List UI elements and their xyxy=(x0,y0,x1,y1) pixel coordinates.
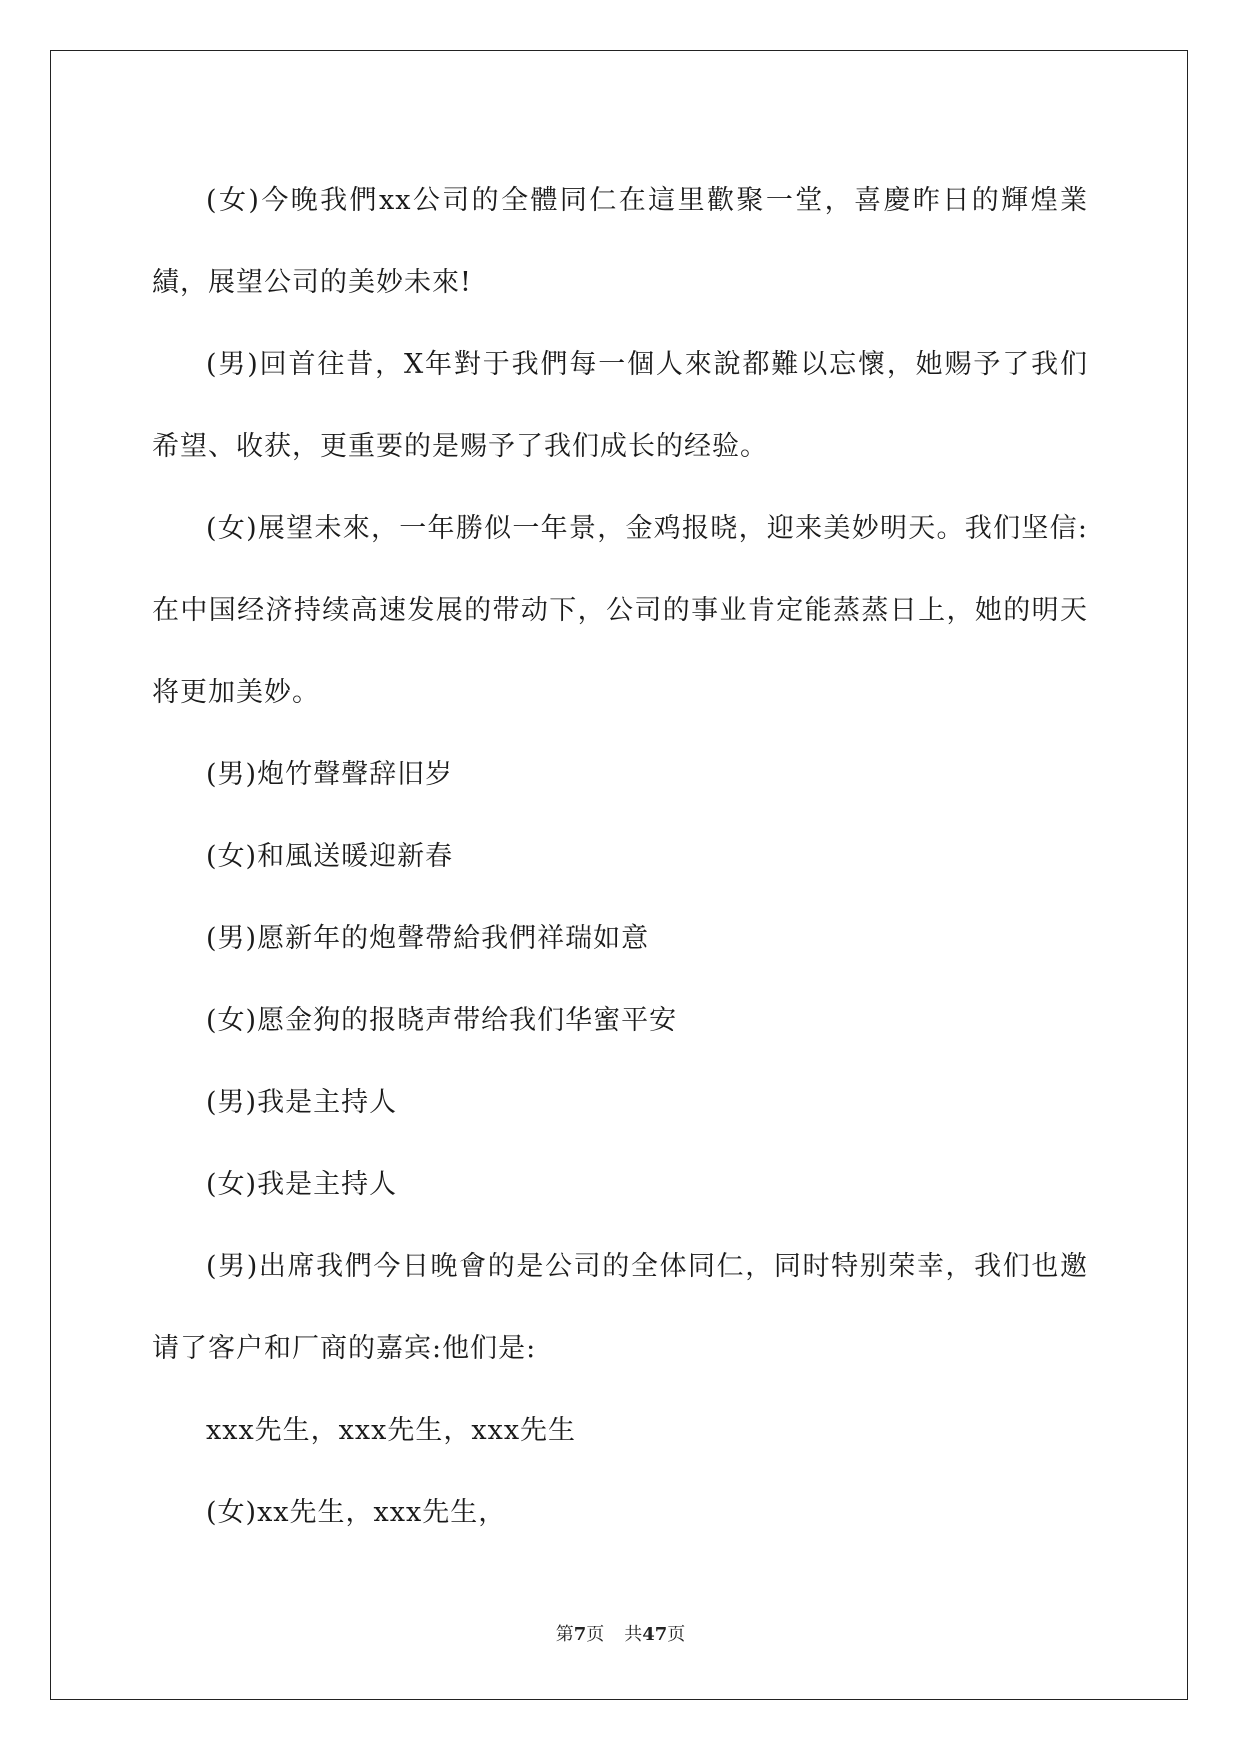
paragraph-9: (女)我是主持人 xyxy=(206,1169,398,1200)
paragraph-5: (女)和風送暖迎新春 xyxy=(206,841,454,872)
paragraph-12: (女)xx先生，xxx先生， xyxy=(206,1497,507,1528)
document-body xyxy=(152,160,1088,1554)
paragraph-1: (女)今晚我們xx公司的全體同仁在這里歡聚一堂，喜慶昨日的輝煌業績，展望公司的美妙未來! xyxy=(152,185,1088,298)
footer-prefix: 第 xyxy=(555,1624,574,1645)
footer-page-number: 7 xyxy=(573,1624,587,1645)
paragraph-11: xxx先生，xxx先生，xxx先生 xyxy=(206,1415,577,1446)
paragraph-6: (男)愿新年的炮聲帶給我們祥瑞如意 xyxy=(206,923,650,954)
footer-total-pages: 47 xyxy=(642,1624,668,1645)
paragraph-8: (男)我是主持人 xyxy=(206,1087,398,1118)
footer-total-prefix: 共 xyxy=(624,1624,643,1645)
paragraph-7: (女)愿金狗的报晓声带给我们华蜜平安 xyxy=(206,1005,678,1036)
paragraph-2: (男)回首往昔，X年對于我們每一個人來說都難以忘懷，她赐予了我们希望、收获，更重要的是赐予了我们成长的经验。 xyxy=(152,349,1088,462)
footer-page-suffix: 页 xyxy=(586,1624,605,1645)
paragraph-10: (男)出席我們今日晚會的是公司的全体同仁，同时特别荣幸，我们也邀请了客户和厂商的嘉宾:他们是: xyxy=(152,1251,1088,1364)
footer-total-suffix: 页 xyxy=(667,1624,686,1645)
paragraph-4: (男)炮竹聲聲辞旧岁 xyxy=(206,759,454,790)
page-footer xyxy=(0,1620,1241,1646)
paragraph-3: (女)展望未來，一年勝似一年景，金鸡报晓，迎来美妙明天。我们坚信:在中国经济持续高速发展的带动下，公司的事业肯定能蒸蒸日上，她的明天将更加美妙。 xyxy=(152,513,1088,708)
